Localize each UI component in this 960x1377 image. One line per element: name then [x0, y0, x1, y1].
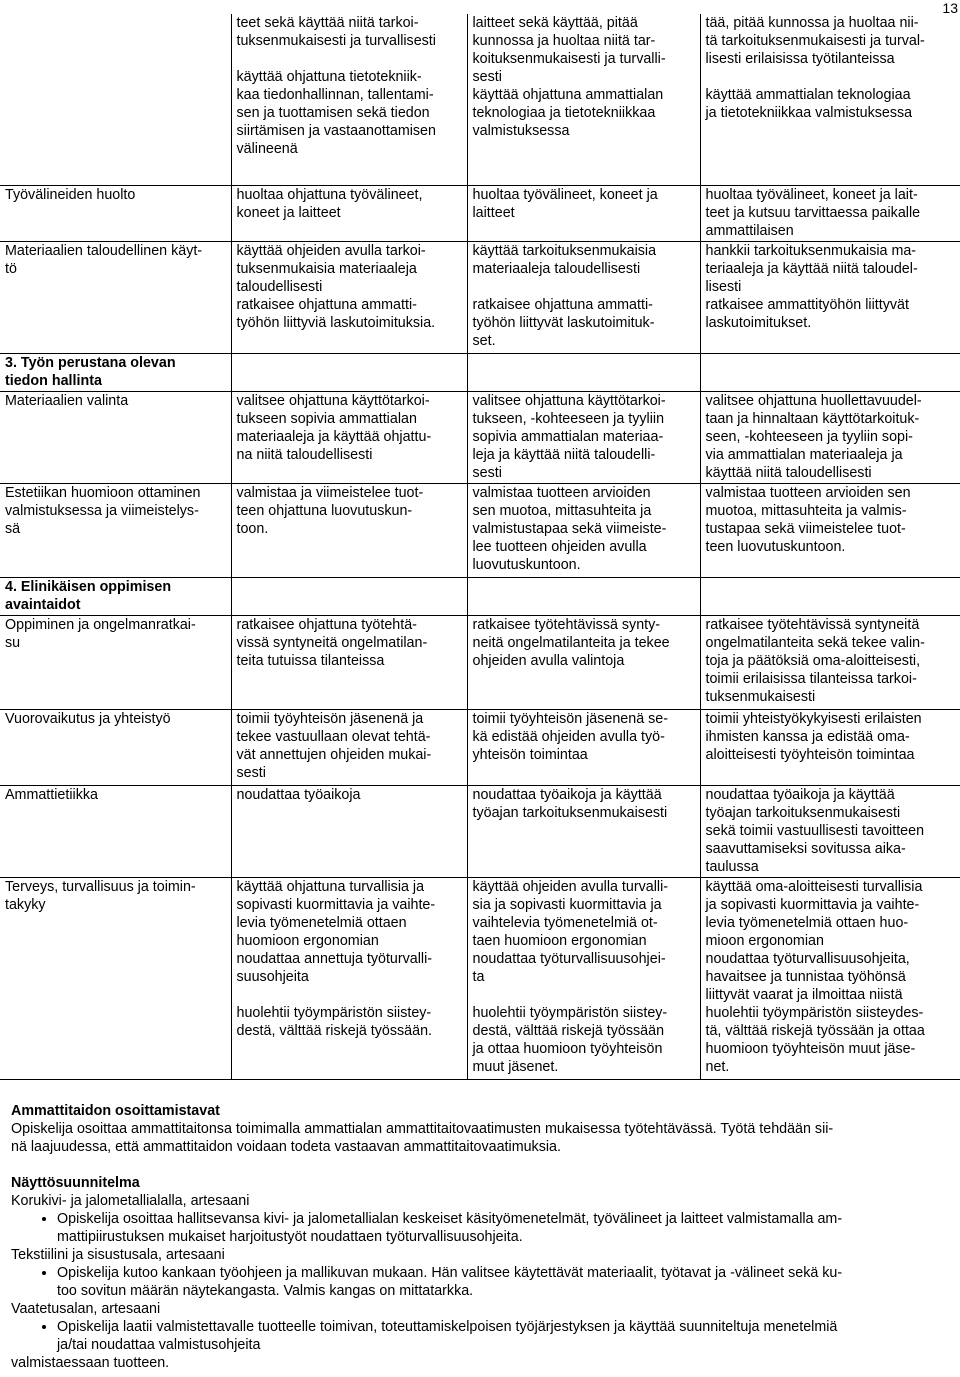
criterion-name: Materiaalien valinta — [0, 391, 231, 483]
level-2-cell: noudattaa työaikoja ja käyttää työajan tarkoituksenmukaisesti — [467, 785, 700, 877]
table-row — [0, 709, 960, 785]
level-1-cell — [231, 577, 467, 615]
level-1-cell: ratkaisee ohjattuna työtehtä- vissä syntyneitä ongelmatilan- teita tutuissa tilanteissa — [231, 615, 467, 709]
level-2-cell — [467, 353, 700, 391]
level-2-cell: käyttää ohjeiden avulla turvalli- sia ja sopivasti kuormittavia ja vaihtelevia työmenetelmiä ot- taen huomioon ergonomian noudattaa työturvallisuusohjei- ta huolehtii työympäristön siistey- destä, välttää riskejä työssään ja ottaa huomioon työyhteisön muut jäsenet. — [467, 877, 700, 1079]
plan-group-title: Korukivi- ja jalometallialalla, artesaani — [11, 1193, 250, 1209]
level-3-cell: hankkii tarkoituksenmukaisia ma- teriaaleja ja käyttää niitä taloudel- lisesti ratkaisee ammattityöhön liittyvät laskutoimitukset. — [700, 241, 960, 353]
level-1-cell: teet sekä käyttää niitä tarkoi- tuksenmukaisesti ja turvallisesti käyttää ohjattuna tietotekniik- kaa tiedonhallinnan, tallentami- sen ja tuottamisen sekä tiedon siirtämisen ja vastaanottamisen välineenä — [231, 14, 467, 185]
demonstration-heading: Ammattitaidon osoittamistavat — [11, 1103, 220, 1119]
table-row — [0, 483, 960, 577]
plan-bullet-list — [11, 1318, 951, 1354]
table-row — [0, 785, 960, 877]
criterion-name: Materiaalien taloudellinen käyt- tö — [0, 241, 231, 353]
level-3-cell: huoltaa työvälineet, koneet ja lait- teet ja kutsuu tarvittaessa paikalle ammattilaisen — [700, 185, 960, 241]
table-row — [0, 615, 960, 709]
level-3-cell — [700, 577, 960, 615]
level-3-cell: valmistaa tuotteen arvioiden sen muotoa, mittasuhteita ja valmis- tustapaa sekä viimeistelee tuot- teen luovutuskuntoon. — [700, 483, 960, 577]
level-1-cell: käyttää ohjeiden avulla tarkoi- tuksenmukaisia materiaaleja taloudellisesti ratkaisee ohjattuna ammatti- työhön liittyviä laskutoimituksia. — [231, 241, 467, 353]
requirements-table — [0, 14, 960, 1080]
level-1-cell: noudattaa työaikoja — [231, 785, 467, 877]
level-3-cell — [700, 353, 960, 391]
level-1-cell: valmistaa ja viimeistelee tuot- teen ohjattuna luovutuskun- toon. — [231, 483, 467, 577]
level-3-cell: noudattaa työaikoja ja käyttää työajan tarkoituksenmukaisesti sekä toimii vastuullisesti tavoitteen saavuttamiseksi sovitussa aika- taulussa — [700, 785, 960, 877]
level-1-cell: käyttää ohjattuna turvallisia ja sopivasti kuormittavia ja vaihte- levia työmenetelmiä ottaen huomioon ergonomian noudattaa annettuja työturvalli- suusohjeita huolehtii työympäristön siistey- destä, välttää riskejä työssään. — [231, 877, 467, 1079]
level-2-cell: ratkaisee työtehtävissä synty- neitä ongelmatilanteita ja tekee ohjeiden avulla valintoja — [467, 615, 700, 709]
section-heading: 3. Työn perustana olevan tiedon hallinta — [0, 353, 231, 391]
criterion-name: Vuorovaikutus ja yhteistyö — [0, 709, 231, 785]
plan-group-title: Tekstiilini ja sisustusala, artesaani — [11, 1247, 225, 1263]
section-heading: 4. Elinikäisen oppimisen avaintaidot — [0, 577, 231, 615]
level-3-cell: toimii yhteistyökykyisesti erilaisten ihmisten kanssa ja edistää oma- aloitteisesti työyhteisön toimintaa — [700, 709, 960, 785]
plan-heading: Näyttösuunnitelma — [11, 1175, 140, 1191]
level-1-cell: valitsee ohjattuna käyttötarkoi- tukseen sopivia ammattialan materiaaleja ja käyttää ohjattu- na niitä taloudellisesti — [231, 391, 467, 483]
criterion-name: Työvälineiden huolto — [0, 185, 231, 241]
table-row — [0, 877, 960, 1079]
plan-bullet: • Opiskelija osoittaa hallitsevansa kivi- ja jalometallialan keskeiset käsityömenetelmät, työvälineet ja laitteet valmistamalla am- mattipiirustuksen mukaiset harjoitustyöt noudattaen työturvallisuusohjeita. — [57, 1210, 951, 1246]
plan-group-title: Vaatetusalan, artesaani — [11, 1301, 161, 1317]
table-row — [0, 185, 960, 241]
criterion-name: Oppiminen ja ongelmanratkai- su — [0, 615, 231, 709]
level-2-cell — [467, 577, 700, 615]
criterion-name — [0, 14, 231, 185]
plan-bullet: • Opiskelija kutoo kankaan työohjeen ja mallikuvan mukaan. Hän valitsee käytettävät materiaalit, työtavat ja -välineet sekä ku- too sovitun määrän näytekangasta. Valmis kangas on mittatarkka. — [57, 1264, 951, 1300]
level-1-cell — [231, 353, 467, 391]
page-number: 13 — [942, 0, 958, 16]
table-row — [0, 241, 960, 353]
table-row — [0, 577, 960, 615]
criterion-name: Terveys, turvallisuus ja toimin- takyky — [0, 877, 231, 1079]
plan-bullet-list — [11, 1264, 951, 1300]
level-3-cell: valitsee ohjattuna huollettavuudel- taan ja hinnaltaan käyttötarkoituk- seen, -kohteeseen ja tyyliin sopi- via ammattialan materiaaleja ja käyttää niitä taloudellisesti — [700, 391, 960, 483]
level-2-cell: valmistaa tuotteen arvioiden sen muotoa, mittasuhteita ja valmistustapaa sekä viimeiste- lee tuotteen ohjeiden avulla luovutuskuntoon. — [467, 483, 700, 577]
plan-bullet-list — [11, 1210, 951, 1246]
table-row — [0, 391, 960, 483]
plan-section — [11, 1174, 951, 1372]
level-2-cell: käyttää tarkoituksenmukaisia materiaaleja taloudellisesti ratkaisee ohjattuna ammatti- työhön liittyvät laskutoimituk- set. — [467, 241, 700, 353]
table-row — [0, 14, 960, 185]
criterion-name: Ammattietiikka — [0, 785, 231, 877]
table-row — [0, 353, 960, 391]
level-3-cell: ratkaisee työtehtävissä syntyneitä ongelmatilanteita sekä tekee valin- toja ja päätöksiä oma-aloitteisesti, toimii erilaisissa tilanteissa tarkoi- tuksenmukaisesti — [700, 615, 960, 709]
level-3-cell: käyttää oma-aloitteisesti turvallisia ja sopivasti kuormittavia ja vaihte- levia työmenetelmiä ottaen huo- mioon ergonomian noudattaa työturvallisuusohjeita, havaitsee ja tunnistaa työhönsä liittyvät vaarat ja ilmoittaa niistä huolehtii työympäristön siisteydes- tä, välttää riskejä työssään ja ottaa huomioon työyhteisön muut jäse- net. — [700, 877, 960, 1079]
plan-bullet: • Opiskelija laatii valmistettavalle tuotteelle toimivan, toteuttamiskelpoisen työjärjestyksen ja käyttää suunniteltuja menetelmiä ja/tai noudattaa valmistusohjeita — [57, 1318, 951, 1354]
level-2-cell: toimii työyhteisön jäsenenä se- kä edistää ohjeiden avulla työ- yhteisön toimintaa — [467, 709, 700, 785]
level-2-cell: huoltaa työvälineet, koneet ja laitteet — [467, 185, 700, 241]
level-2-cell: valitsee ohjattuna käyttötarkoi- tukseen, -kohteeseen ja tyyliin sopivia ammattialan materiaa- leja ja käyttää niitä taloudelli- sesti — [467, 391, 700, 483]
level-1-cell: huoltaa ohjattuna työvälineet, koneet ja laitteet — [231, 185, 467, 241]
plan-trailing-text: valmistaessaan tuotteen. — [11, 1355, 170, 1371]
level-1-cell: toimii työyhteisön jäsenenä ja tekee vastuullaan olevat tehtä- vät annettujen ohjeiden mukai- sesti — [231, 709, 467, 785]
level-2-cell: laitteet sekä käyttää, pitää kunnossa ja huoltaa niitä tar- koituksenmukaisesti ja turvalli- sesti käyttää ohjattuna ammattialan teknologiaa ja tietotekniikkaa valmistuksessa — [467, 14, 700, 185]
demonstration-section — [11, 1102, 951, 1156]
criterion-name: Estetiikan huomioon ottaminen valmistuksessa ja viimeistelys- sä — [0, 483, 231, 577]
demonstration-text: Opiskelija osoittaa ammattitaitonsa toimimalla ammattialan ammattitaitovaatimusten mukaisessa työtehtävässä. Työtä tehdään sii- nä laajuudessa, että ammattitaidon voidaan todeta vastaavan ammattitaitovaatimuksia. — [11, 1121, 834, 1155]
level-3-cell: tää, pitää kunnossa ja huoltaa nii- tä tarkoituksenmukaisesti ja turval- lisesti erilaisissa työtilanteissa käyttää ammattialan teknologiaa ja tietotekniikkaa valmistuksessa — [700, 14, 960, 185]
